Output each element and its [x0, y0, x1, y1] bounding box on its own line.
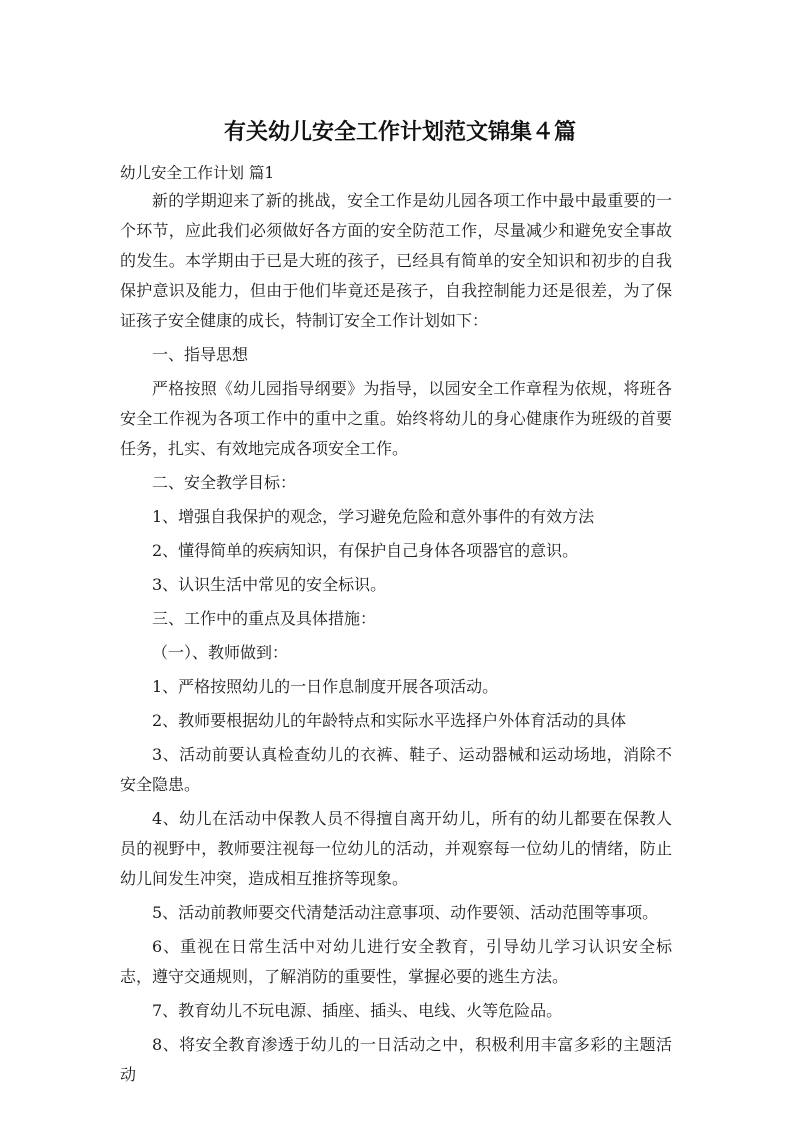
document-body [120, 160, 672, 1090]
heading-key-measures: 三、工作中的重点及具体措施： [152, 609, 377, 628]
list-item-goal-1: 1、增强自我保护的观念，学习避免危险和意外事件的有效方法 [152, 507, 595, 526]
list-item-measure-5: 5、活动前教师要交代清楚活动注意事项、动作要领、活动范围等事项。 [152, 903, 659, 922]
list-item-measure-7: 7、教育幼儿不玩电源、插座、插头、电线、火等危险品。 [152, 1001, 563, 1020]
list-item-measure-2: 2、教师要根据幼儿的年龄特点和实际水平选择户外体育活动的具体 [152, 711, 627, 730]
paragraph-intro: 新的学期迎来了新的挑战，安全工作是幼儿园各项工作中最中最重要的一个环节，应此我们必须做好各方面的安全防范工作，尽量减少和避免安全事故的发生。本学期由于已是大班的孩子，已经具有简单的安全知识和初步的自我保护意识及能力，但由于他们毕竟还是孩子，自我控制能力还是很差，为了保证孩子安全健康的成长，特制订安全工作计划如下： [120, 191, 672, 330]
list-item-goal-2: 2、懂得简单的疾病知识，有保护自己身体各项器官的意识。 [152, 541, 579, 560]
subheading-teachers: （一）、教师做到： [152, 643, 289, 662]
paragraph-guiding-thought: 严格按照《幼儿园指导纲要》为指导，以园安全工作章程为依规，将班各安全工作视为各项工作中的重中之重。始终将幼儿的身心健康作为班级的首要任务，扎实、有效地完成各项安全工作。 [120, 379, 672, 458]
list-item-goal-3: 3、认识生活中常见的安全标识。 [152, 575, 387, 594]
section-subtitle: 幼儿安全工作计划 篇1 [120, 164, 275, 182]
list-item-measure-4: 4、幼儿在活动中保教人员不得擅自离开幼儿，所有的幼儿都要在保教人员的视野中，教师要注视每一位幼儿的活动，并观察每一位幼儿的情绪，防止幼儿间发生冲突，造成相互推挤等现象。 [120, 809, 672, 888]
document-title: 有关幼儿安全工作计划范文锦集４篇 [223, 120, 576, 145]
list-item-measure-8: 8、将安全教育渗透于幼儿的一日活动之中，积极利用丰富多彩的主题活动 [120, 1035, 672, 1084]
list-item-measure-1: 1、严格按照幼儿的一日作息制度开展各项活动。 [152, 677, 499, 696]
list-item-measure-3: 3、活动前要认真检查幼儿的衣裤、鞋子、运动器械和运动场地，消除不安全隐患。 [120, 745, 672, 794]
list-item-measure-6: 6、重视在日常生活中对幼儿进行安全教育，引导幼儿学习认识安全标志，遵守交通规则，了解消防的重要性，掌握必要的逃生方法。 [120, 937, 672, 986]
heading-teaching-goals: 二、安全教学目标： [152, 473, 297, 492]
heading-guiding-thought: 一、指导思想 [152, 345, 249, 364]
